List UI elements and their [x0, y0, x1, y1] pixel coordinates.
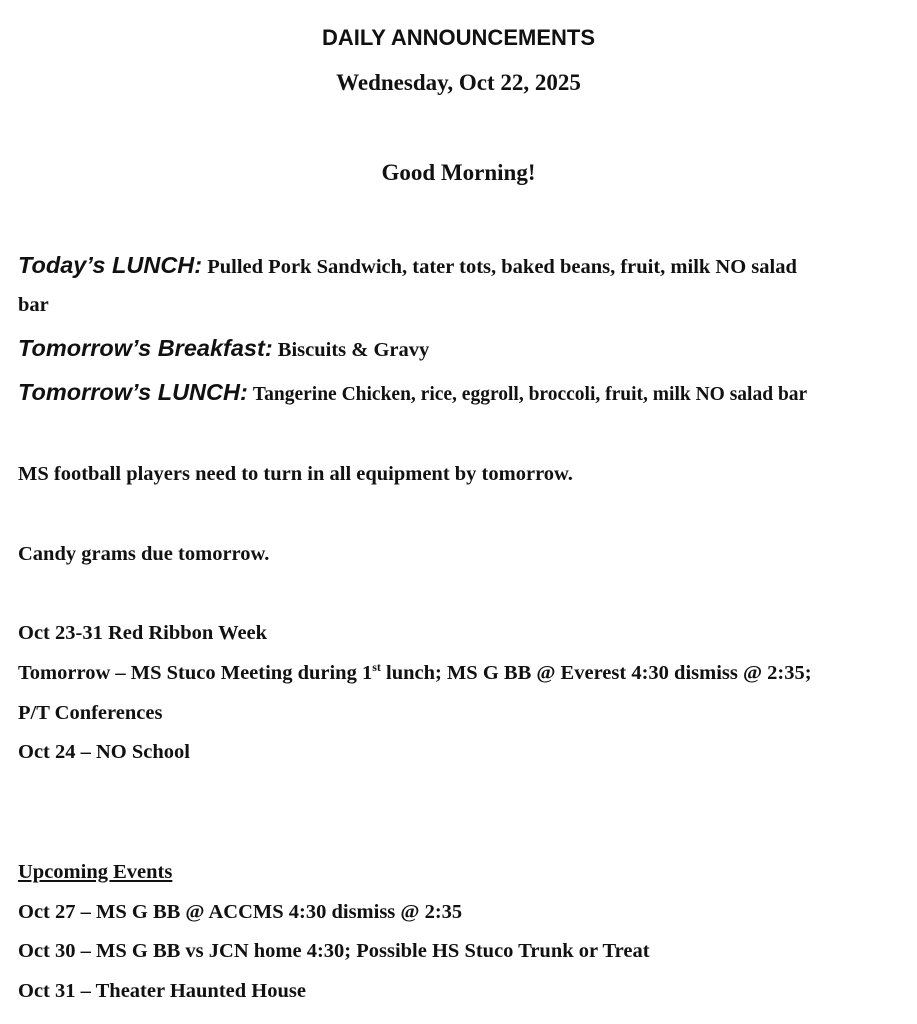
tomorrow-events-a: Tomorrow – MS Stuco Meeting during 1	[18, 662, 373, 684]
tomorrow-events-cont: P/T Conferences	[18, 702, 163, 724]
today-lunch-label: Today’s LUNCH:	[18, 252, 203, 278]
today-lunch	[18, 252, 797, 280]
tomorrow-events-b: lunch; MS G BB @ Everest 4:30 dismiss @ 2:35;	[380, 662, 812, 684]
tomorrow-events	[18, 660, 812, 686]
upcoming-event: Oct 27 – MS G BB @ ACCMS 4:30 dismiss @ 2:35	[18, 901, 463, 923]
tomorrow-breakfast-label: Tomorrow’s Breakfast:	[18, 335, 273, 361]
tomorrow-breakfast	[18, 335, 429, 363]
red-ribbon-week: Oct 23-31 Red Ribbon Week	[18, 622, 268, 644]
tomorrow-lunch-menu: Tangerine Chicken, rice, eggroll, broccoli, fruit, milk NO salad bar	[252, 384, 808, 405]
notice-football: MS football players need to turn in all equipment by tomorrow.	[18, 463, 573, 485]
date: Wednesday, Oct 22, 2025	[336, 70, 581, 95]
tomorrow-lunch-label: Tomorrow’s LUNCH:	[18, 379, 248, 405]
today-lunch-menu: Pulled Pork Sandwich, tater tots, baked beans, fruit, milk NO salad	[207, 256, 797, 278]
greeting: Good Morning!	[381, 160, 536, 185]
upcoming-event: Oct 30 – MS G BB vs JCN home 4:30; Possible HS Stuco Trunk or Treat	[18, 940, 650, 962]
ordinal-suffix: st	[372, 660, 381, 674]
tomorrow-lunch	[18, 379, 807, 408]
notice-candy: Candy grams due tomorrow.	[18, 543, 270, 565]
oct24-event: Oct 24 – NO School	[18, 741, 190, 763]
today-lunch-cont: bar	[18, 294, 49, 316]
tomorrow-breakfast-menu: Biscuits & Gravy	[277, 339, 430, 361]
upcoming-heading: Upcoming Events	[18, 861, 173, 883]
page-title: DAILY ANNOUNCEMENTS	[322, 25, 595, 50]
upcoming-event: Oct 31 – Theater Haunted House	[18, 980, 306, 1002]
